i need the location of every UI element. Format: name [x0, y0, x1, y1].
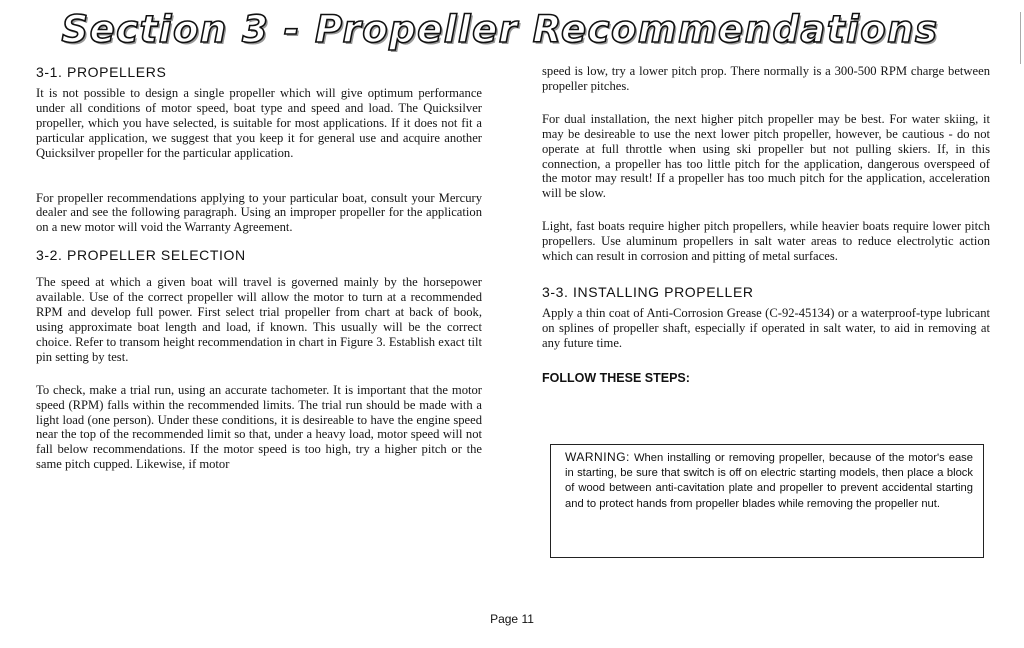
warning-label: WARNING: — [565, 450, 630, 464]
left-column — [36, 64, 482, 472]
installing-paragraph: Apply a thin coat of Anti-Corrosion Grease (C-92-45134) or a waterproof-type lubricant on splines of propeller shaft, especially if operated in salt water, to aid in removing at any future time. — [542, 305, 990, 350]
selection-paragraph-2: To check, make a trial run, using an accurate tachometer. It is important that the motor speed (RPM) falls within the recommended limits. The trial run should be made with a light load (one person). Under these conditions, it is desireable to have the engine speed near the top of the recommended limit so that, under a heavy load, motor speed will not fall below recommendations. If the motor speed is too high, try a higher pitch or the same pitch cupped. Likewise, if motor — [36, 382, 482, 472]
selection-paragraph-1: The speed at which a given boat will travel is governed mainly by the horsepower available. Use of the correct propeller will allow the motor to turn at a recommended RPM and develop full power. First select trial propeller from chart at back of book, using approximate boat length and load, if known. This usually will be the correct choice. Refer to transom height recommendation in chart in Figure 3. Establish exact tilt pin setting by test. — [36, 275, 482, 364]
scan-edge-mark — [1020, 12, 1021, 64]
selection-continued-paragraph-2: For dual installation, the next higher pitch propeller may be best. For water skiing, it may be desireable to use the next lower pitch propeller, however, be cautious - do not operate at full throttle when using ski propeller but not pulling skiers. If, in this connection, a propeller has too little pitch for the application, dangerous overspeed of the motor may result! If a propeller has too much pitch for the application, acceleration will be slow. — [542, 111, 990, 201]
section-heading-propeller-selection: 3-2. PROPELLER SELECTION — [36, 247, 246, 264]
selection-continued-paragraph-1: speed is low, try a lower pitch prop. There normally is a 300-500 RPM charge between propeller pitches. — [542, 64, 990, 93]
selection-continued-paragraph-3: Light, fast boats require higher pitch propellers, while heavier boats require lower pitch propellers. Use aluminum propellers in salt water areas to reduce electrolytic action which can result in corrosion and pitting of metal surfaces. — [542, 219, 990, 264]
propellers-paragraph-2: For propeller recommendations applying to your particular boat, consult your Mercury dealer and see the following paragraph. Using an improper propeller for the application on a new motor will void the Warranty Agreement. — [36, 190, 482, 235]
page-number: Page 11 — [490, 612, 534, 626]
follow-steps-heading: FOLLOW THESE STEPS: — [542, 370, 690, 385]
warning-body: When installing or removing propeller, because of the motor's ease in starting, be sure that switch is off on electric starting models, then place a block of wood between anti-cavitation plate and propeller to prevent accidental starting and to protect hands from propeller blades while removing the propeller nut. — [565, 452, 973, 510]
page-title: Section 3 - Propeller Recommendations — [61, 8, 939, 51]
section-heading-propellers: 3-1. PROPELLERS — [36, 64, 167, 80]
propellers-paragraph-1: It is not possible to design a single propeller which will give optimum performance under all conditions of motor speed, boat type and speed and load. The Quicksilver propeller, which you have selected, is suitable for most applications. If it does not fit a particular application, we suggest that you keep it for general use and acquire another Quicksilver propeller for the particular application. — [36, 86, 482, 160]
warning-box — [550, 444, 984, 558]
section-heading-installing-propeller: 3-3. INSTALLING PROPELLER — [542, 283, 754, 300]
right-column — [542, 64, 990, 385]
warning-text — [565, 450, 973, 512]
